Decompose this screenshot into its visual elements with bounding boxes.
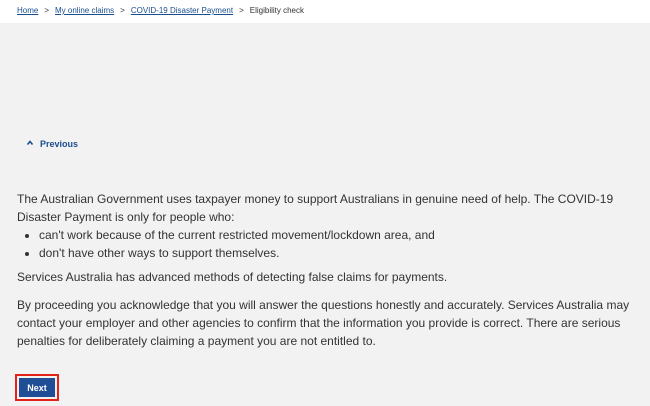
acknowledgement-paragraph: By proceeding you acknowledge that you will answer the questions honestly and accurately. Services Australia may contact your employer and other agencies to confirm that the information you provide is correct. There are serious penalties for deliberately claiming a payment you are not entitled to.: [17, 298, 630, 348]
next-button[interactable]: Next: [19, 378, 55, 397]
previous-label: Previous: [40, 139, 79, 149]
intro-paragraph: The Australian Government uses taxpayer money to support Australians in genuine need of help. The COVID-19 Disaster Payment is only for people who:: [17, 192, 614, 224]
list-item: • can't work because of the current restricted movement/lockdown area, and: [39, 226, 639, 244]
breadcrumb-my-online-claims-link[interactable]: My online claims: [55, 6, 115, 15]
next-button-focus-outline: [15, 374, 59, 401]
breadcrumb-home-link[interactable]: Home: [17, 6, 39, 15]
breadcrumb-separator: >: [239, 6, 244, 15]
breadcrumb-trail: [17, 6, 304, 15]
chevron-up-icon: [27, 140, 33, 146]
eligibility-notice: [17, 190, 639, 350]
breadcrumb-separator: >: [44, 6, 50, 15]
list-item: • don't have other ways to support themselves.: [39, 244, 639, 262]
detection-paragraph: Services Australia has advanced methods of detecting false claims for payments.: [17, 270, 448, 284]
previous-link[interactable]: [27, 139, 78, 149]
breadcrumb-current-page: Eligibility check: [249, 6, 305, 15]
breadcrumb-separator: >: [120, 6, 125, 15]
breadcrumb: [0, 0, 650, 23]
eligibility-criteria-list: [17, 226, 639, 262]
breadcrumb-covid-disaster-payment-link[interactable]: COVID-19 Disaster Payment: [130, 6, 234, 15]
